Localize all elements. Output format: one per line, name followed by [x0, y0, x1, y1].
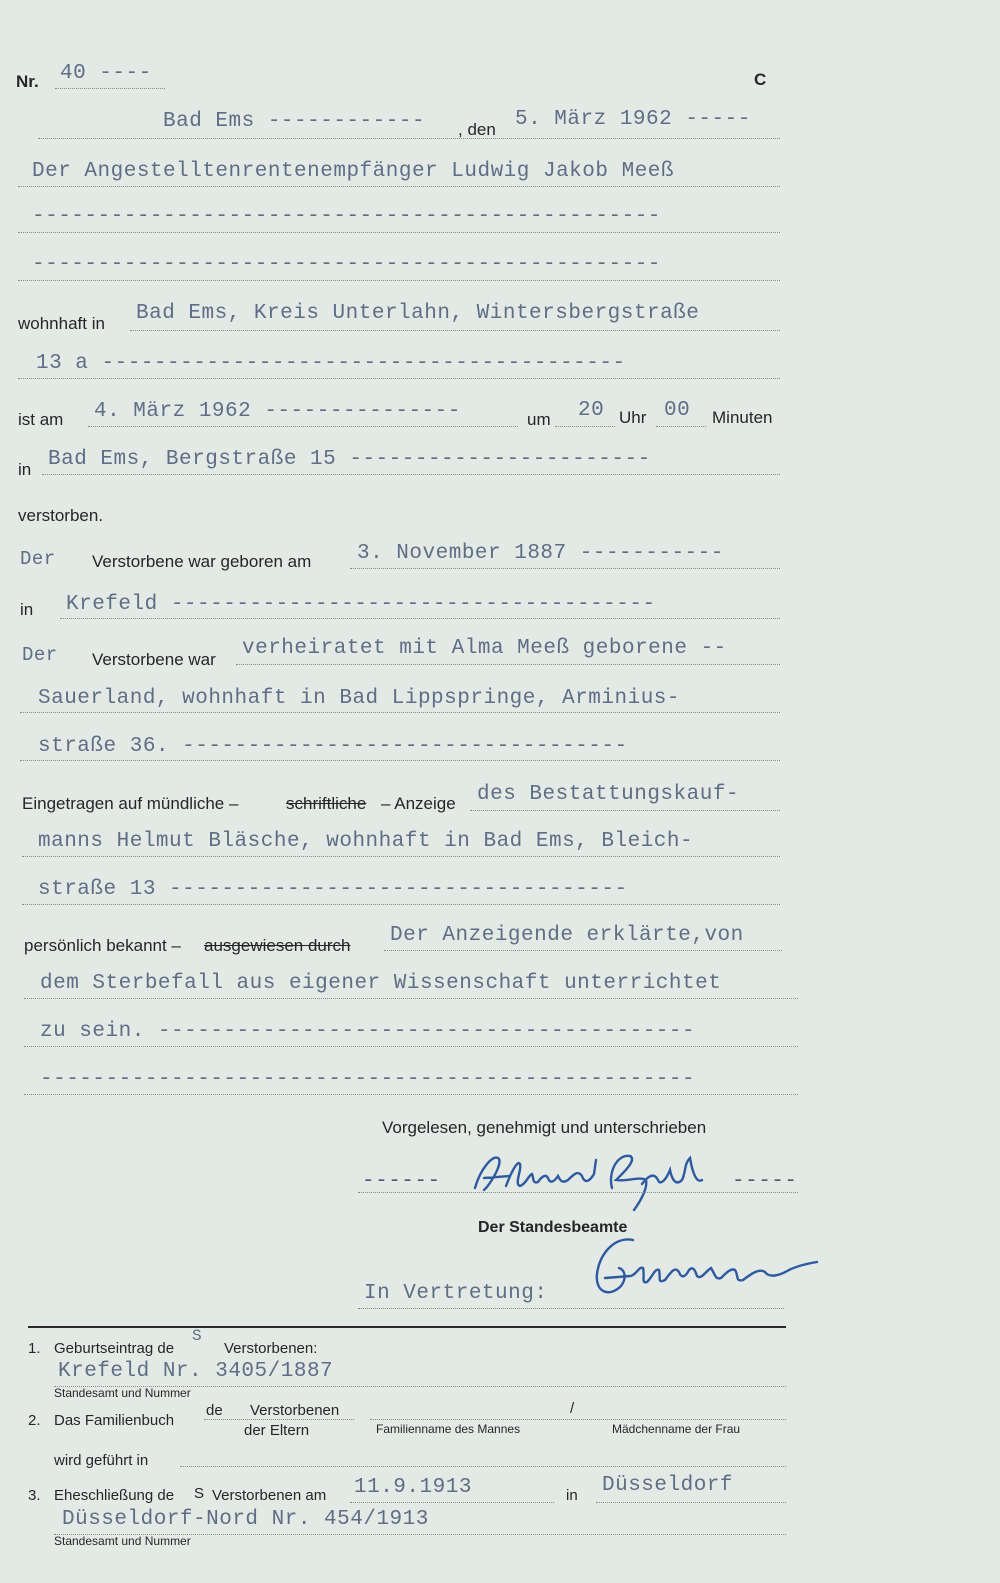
item3-num: 3. [28, 1487, 41, 1504]
person-line-2 [18, 232, 780, 233]
person-line-1 [18, 186, 780, 187]
item3-label-a: Eheschließung de [54, 1487, 175, 1504]
residence-dotted-1 [130, 330, 780, 331]
birth-in-label: in [20, 600, 34, 619]
birth-date: 3. November 1887 ----------- [357, 542, 724, 565]
read-approved-label: Vorgelesen, genehmigt und unterschrieben [382, 1118, 707, 1137]
person-filler-2: ------------------------------------------------ [32, 253, 661, 276]
registration-dotted-3 [22, 904, 780, 905]
marital-dotted-2 [20, 712, 780, 713]
item2-wird: wird geführt in [54, 1452, 149, 1469]
hour-dotted [555, 426, 615, 427]
marital-dotted-1 [236, 664, 780, 665]
person-name: Der Angestelltenrentenempfänger Ludwig Jakob Meeß [32, 160, 675, 183]
residence-line-1: Bad Ems, Kreis Unterlahn, Wintersbergstraße [136, 302, 700, 325]
item3-in: in [566, 1487, 578, 1504]
registration-dotted-1 [470, 810, 780, 811]
identity-line-4: -------------------------------------------------- [40, 1068, 696, 1091]
registration-label-a: Eingetragen auf mündliche – [22, 794, 239, 813]
marital-der-prefix: Der [22, 644, 58, 666]
minutes-dotted [656, 426, 706, 427]
um-label: um [527, 410, 551, 429]
place-date-line [38, 138, 780, 139]
death-date: 4. März 1962 --------------- [94, 400, 461, 423]
registrar-signature [585, 1232, 825, 1312]
verstorben-label: verstorben. [18, 506, 104, 525]
identity-line-2: dem Sterbefall aus eigener Wissenschaft unterrichtet [40, 972, 722, 995]
item2-fraction-line [204, 1419, 354, 1420]
death-place: Bad Ems, Bergstraße 15 ----------------------- [48, 448, 651, 471]
identity-dotted-3 [24, 1046, 798, 1047]
item3-place: Düsseldorf [602, 1474, 734, 1497]
item3-date-dotted [350, 1502, 554, 1503]
signature-dotted [358, 1192, 798, 1193]
item2-label: Das Familienbuch [54, 1412, 175, 1429]
nr-dotted-line [55, 88, 165, 89]
item1-value: Krefeld Nr. 3405/1887 [58, 1360, 334, 1383]
item2-caption-woman: Mädchenname der Frau [612, 1422, 741, 1436]
birth-label: Verstorbene war geboren am [92, 552, 312, 571]
footnote-rule [28, 1326, 786, 1328]
birth-der-prefix: Der [20, 548, 56, 570]
date-value: 5. März 1962 ----- [515, 108, 751, 131]
item2-num: 2. [28, 1412, 41, 1429]
item3-place-dotted [596, 1502, 786, 1503]
item2-caption-man: Familienname des Mannes [376, 1422, 521, 1436]
person-filler-1: ------------------------------------------------ [32, 205, 661, 228]
birth-date-dotted [350, 568, 780, 569]
death-date-dotted [88, 426, 518, 427]
ist-am-label: ist am [18, 410, 64, 429]
death-in-label: in [18, 460, 32, 479]
residence-dotted-2 [18, 378, 780, 379]
registration-label-b: – Anzeige [381, 794, 456, 813]
identity-dotted-1 [384, 950, 782, 951]
registration-line-2: manns Helmut Bläsche, wohnhaft in Bad Ems, Bleich- [38, 830, 694, 853]
death-minutes: 00 [664, 399, 691, 422]
item3-caption: Standesamt und Nummer [54, 1534, 191, 1548]
item2-verstorbenen: Verstorbenen [250, 1402, 340, 1419]
nr-label: Nr. [16, 72, 39, 91]
item1-s: S [192, 1327, 203, 1345]
signature-dash-right: ----- [732, 1170, 798, 1193]
item3-label-b: Verstorbenen am [212, 1487, 327, 1504]
item3-date: 11.9.1913 [354, 1476, 472, 1499]
identity-line-3: zu sein. ----------------------------------------- [40, 1020, 696, 1043]
item3-s: S [194, 1485, 205, 1502]
item2-de: de [206, 1402, 223, 1419]
minuten-label: Minuten [712, 408, 773, 427]
signature-dash-left: ------ [362, 1170, 441, 1193]
den-label: , den [458, 120, 496, 139]
marital-line-3: straße 36. ---------------------------------- [38, 735, 628, 758]
identity-dotted-2 [24, 998, 798, 999]
marital-label: Verstorbene war [92, 650, 216, 669]
birth-place-dotted [60, 618, 780, 619]
item1-caption: Standesamt und Nummer [54, 1386, 191, 1400]
identity-dotted-4 [24, 1094, 798, 1095]
item3-value: Düsseldorf-Nord Nr. 454/1913 [62, 1508, 429, 1531]
death-place-dotted [42, 474, 780, 475]
registrar-label: Der Standesbeamte [478, 1219, 628, 1236]
uhr-label: Uhr [619, 408, 647, 427]
deputy-label: In Vertretung: [364, 1282, 548, 1305]
registration-line-3: straße 13 ----------------------------------- [38, 878, 628, 901]
registration-label-struck: schriftliche [286, 794, 367, 813]
marital-line-2: Sauerland, wohnhaft in Bad Lippspringe, Arminius- [38, 687, 681, 710]
item2-wird-dotted [180, 1466, 786, 1467]
identity-label-struck: ausgewiesen durch [204, 936, 351, 955]
residence-label: wohnhaft in [18, 314, 105, 333]
marital-dotted-3 [20, 760, 780, 761]
item2-slash: / [570, 1400, 575, 1417]
birth-place: Krefeld ------------------------------------- [66, 593, 656, 616]
person-line-3 [18, 280, 780, 281]
residence-line-2: 13 a ---------------------------------------- [36, 352, 626, 375]
item2-name-dotted [370, 1419, 786, 1420]
identity-line-1: Der Anzeigende erklärte,von [390, 924, 744, 947]
item1-label-a: Geburtseintrag de [54, 1340, 175, 1357]
registration-line-1: des Bestattungskauf- [477, 783, 740, 806]
item2-eltern: der Eltern [244, 1422, 310, 1439]
identity-label-a: persönlich bekannt – [24, 936, 181, 955]
place-value: Bad Ems ------------ [163, 110, 426, 133]
nr-value: 40 ---- [60, 62, 152, 85]
death-hour: 20 [578, 399, 605, 422]
marital-line-1: verheiratet mit Alma Meeß geborene -- [242, 637, 727, 660]
form-letter: C [754, 70, 767, 89]
registration-dotted-2 [22, 856, 780, 857]
item1-num: 1. [28, 1340, 41, 1357]
informant-signature [470, 1140, 720, 1220]
item1-label-b: Verstorbenen: [224, 1340, 318, 1357]
